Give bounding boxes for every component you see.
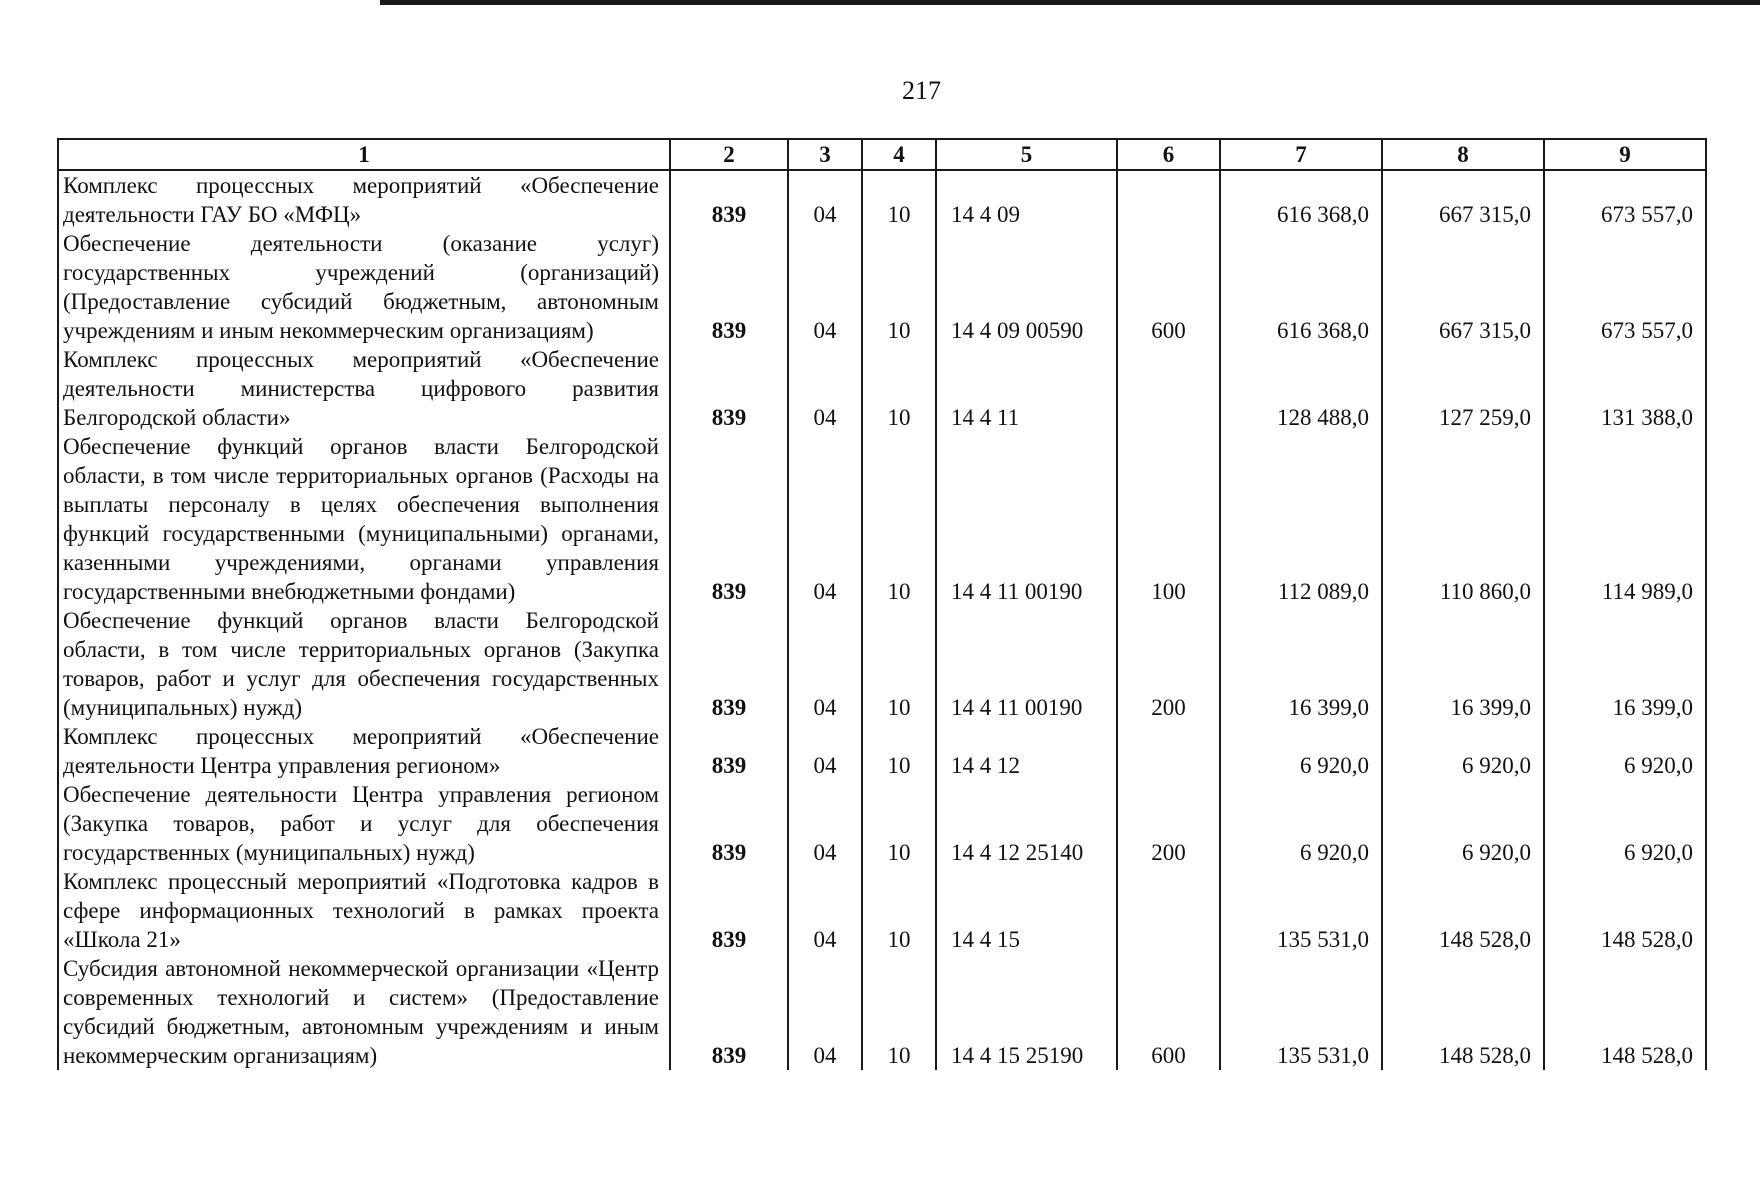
row-grbs: 839 (670, 780, 788, 867)
row-value-8: 148 528,0 (1382, 867, 1544, 954)
row-value-9: 131 388,0 (1544, 345, 1706, 432)
row-value-9: 673 557,0 (1544, 170, 1706, 229)
row-csr: 14 4 12 25140 (936, 780, 1117, 867)
row-rz: 04 (788, 780, 862, 867)
table-row (58, 345, 1706, 432)
row-pr: 10 (862, 867, 936, 954)
row-value-9: 16 399,0 (1544, 606, 1706, 722)
row-value-9: 6 920,0 (1544, 722, 1706, 780)
row-value-7: 135 531,0 (1220, 867, 1382, 954)
row-name: Комплекс процессных мероприятий «Обеспечение деятельности ГАУ БО «МФЦ» (58, 170, 670, 229)
row-csr: 14 4 15 25190 (936, 954, 1117, 1070)
row-pr: 10 (862, 345, 936, 432)
row-name: Обеспечение функций органов власти Белгородской области, в том числе территориальных органов (Расходы на выплаты персоналу в целях обеспечения выполнения функций государственными (муниципальными) органами, казенными учреждениями, органами управления государственными внебюджетными фондами) (58, 432, 670, 606)
row-grbs: 839 (670, 229, 788, 345)
row-vr: 200 (1117, 780, 1220, 867)
row-value-8: 148 528,0 (1382, 954, 1544, 1070)
row-name: Комплекс процессный мероприятий «Подготовка кадров в сфере информационных технологий в рамках проекта «Школа 21» (58, 867, 670, 954)
table-row (58, 780, 1706, 867)
table-row (58, 229, 1706, 345)
row-value-7: 616 368,0 (1220, 229, 1382, 345)
row-rz: 04 (788, 722, 862, 780)
row-pr: 10 (862, 432, 936, 606)
table-row (58, 954, 1706, 1070)
row-csr: 14 4 09 (936, 170, 1117, 229)
row-vr (1117, 867, 1220, 954)
row-csr: 14 4 11 (936, 345, 1117, 432)
table-row (58, 867, 1706, 954)
row-csr: 14 4 12 (936, 722, 1117, 780)
row-value-8: 6 920,0 (1382, 780, 1544, 867)
row-value-8: 6 920,0 (1382, 722, 1544, 780)
row-grbs: 839 (670, 606, 788, 722)
row-vr (1117, 722, 1220, 780)
row-name: Комплекс процессных мероприятий «Обеспечение деятельности министерства цифрового развития Белгородской области» (58, 345, 670, 432)
row-vr: 600 (1117, 954, 1220, 1070)
row-csr: 14 4 11 00190 (936, 606, 1117, 722)
row-grbs: 839 (670, 867, 788, 954)
column-header: 8 (1382, 139, 1544, 170)
row-value-8: 667 315,0 (1382, 170, 1544, 229)
row-value-8: 127 259,0 (1382, 345, 1544, 432)
row-value-9: 148 528,0 (1544, 867, 1706, 954)
row-rz: 04 (788, 606, 862, 722)
row-pr: 10 (862, 170, 936, 229)
row-value-7: 616 368,0 (1220, 170, 1382, 229)
row-name: Обеспечение деятельности Центра управления регионом (Закупка товаров, работ и услуг для обеспечения государственных (муниципальных) нужд) (58, 780, 670, 867)
row-value-9: 6 920,0 (1544, 780, 1706, 867)
table-row (58, 170, 1706, 229)
top-rule (380, 0, 1760, 5)
row-name: Обеспечение функций органов власти Белгородской области, в том числе территориальных органов (Закупка товаров, работ и услуг для обеспечения государственных (муниципальных) нужд) (58, 606, 670, 722)
column-header: 4 (862, 139, 936, 170)
row-vr (1117, 170, 1220, 229)
row-rz: 04 (788, 229, 862, 345)
row-value-7: 112 089,0 (1220, 432, 1382, 606)
column-header: 9 (1544, 139, 1706, 170)
column-header: 2 (670, 139, 788, 170)
row-csr: 14 4 09 00590 (936, 229, 1117, 345)
row-rz: 04 (788, 345, 862, 432)
column-header: 6 (1117, 139, 1220, 170)
row-vr: 200 (1117, 606, 1220, 722)
row-grbs: 839 (670, 722, 788, 780)
row-value-7: 6 920,0 (1220, 722, 1382, 780)
table-row (58, 606, 1706, 722)
column-header: 1 (58, 139, 670, 170)
row-value-9: 114 989,0 (1544, 432, 1706, 606)
row-name: Субсидия автономной некоммерческой организации «Центр современных технологий и систем» (Предоставление субсидий бюджетным, автономным учреждениям и иным некоммерческим организациям) (58, 954, 670, 1070)
row-rz: 04 (788, 170, 862, 229)
row-value-8: 110 860,0 (1382, 432, 1544, 606)
row-name: Комплекс процессных мероприятий «Обеспечение деятельности Центра управления регионом» (58, 722, 670, 780)
table-row (58, 432, 1706, 606)
row-vr: 600 (1117, 229, 1220, 345)
row-rz: 04 (788, 432, 862, 606)
table-row (58, 722, 1706, 780)
row-grbs: 839 (670, 954, 788, 1070)
row-vr: 100 (1117, 432, 1220, 606)
row-name: Обеспечение деятельности (оказание услуг) государственных учреждений (организаций) (Предоставление субсидий бюджетным, автономным учреждениям и иным некоммерческим организациям) (58, 229, 670, 345)
row-grbs: 839 (670, 345, 788, 432)
row-value-7: 6 920,0 (1220, 780, 1382, 867)
column-header: 3 (788, 139, 862, 170)
row-grbs: 839 (670, 432, 788, 606)
header-row (58, 139, 1706, 170)
row-pr: 10 (862, 606, 936, 722)
row-rz: 04 (788, 867, 862, 954)
page-number: 217 (902, 76, 941, 105)
row-value-8: 667 315,0 (1382, 229, 1544, 345)
row-value-7: 16 399,0 (1220, 606, 1382, 722)
row-value-7: 128 488,0 (1220, 345, 1382, 432)
row-pr: 10 (862, 954, 936, 1070)
row-value-7: 135 531,0 (1220, 954, 1382, 1070)
column-header: 7 (1220, 139, 1382, 170)
row-csr: 14 4 15 (936, 867, 1117, 954)
row-value-8: 16 399,0 (1382, 606, 1544, 722)
row-vr (1117, 345, 1220, 432)
row-rz: 04 (788, 954, 862, 1070)
row-value-9: 673 557,0 (1544, 229, 1706, 345)
row-pr: 10 (862, 229, 936, 345)
column-header: 5 (936, 139, 1117, 170)
budget-table (57, 138, 1707, 1070)
row-grbs: 839 (670, 170, 788, 229)
row-pr: 10 (862, 722, 936, 780)
row-csr: 14 4 11 00190 (936, 432, 1117, 606)
row-value-9: 148 528,0 (1544, 954, 1706, 1070)
row-pr: 10 (862, 780, 936, 867)
